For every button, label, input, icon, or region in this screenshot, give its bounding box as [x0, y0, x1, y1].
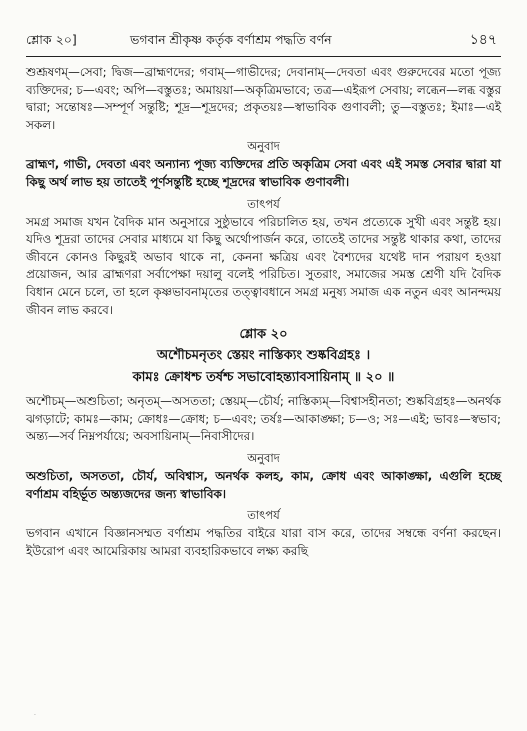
translation-heading-20: অনুবাদ [247, 450, 280, 465]
page-mark: · [34, 712, 36, 719]
purport-heading-19: তাৎপর্য [247, 196, 280, 211]
purport-heading-20: তাৎপর্য [247, 508, 280, 523]
header-verse-ref: শ্লোক ২০] [26, 32, 77, 47]
translation-heading-19: অনুবাদ [247, 139, 280, 154]
header-title: ভগবান শ্রীকৃষ্ণ কর্তৃক বর্ণাশ্রম পদ্ধতি বর্ণন [130, 32, 332, 47]
verse-line-1: অশৌচমনৃতং স্তেয়ং নাস্তিক্যং শুষ্কবিগ্রহঃ । [156, 348, 371, 364]
word-synonyms-19: শুশ্রূষণম্—সেবা; দ্বিজ—ব্রাহ্মণদের; গবাম্—গাভীদের; দেবানাম্—দেবতা এবং গুরুদেবের মতো পূজ্য ব্যক্তিদের; চ—এবং; অপি—বস্তুতঃ; অমায়য়া—অকৃত্রিমভাবে; তত্র—এইরূপ সেবায়; লব্ধেন—লব্ধ বস্তুর দ্বারা; সন্তোষঃ—সম্পূর্ণ সন্তুষ্টি; শূদ্র—শূদ্রদের; প্রকৃতয়ঃ—স্বাভাবিক গুণাবলী; তু—বস্তুতঃ; ইমাঃ—এই সকল। [26, 65, 501, 132]
purport-20: ভগবান এখানে বিজ্ঞানসম্মত বর্ণাশ্রম পদ্ধতির বাইরে যারা বাস করে, তাদের সম্বন্ধে বর্ণনা করছেন। ইউরোপ এবং আমেরিকায় আমরা ব্যবহারিকভাবে লক্ষ্য করছি [26, 526, 501, 558]
word-synonyms-20: অশৌচম্—অশুচিতা; অনৃতম্—অসততা; স্তেয়ম্—চৌর্য; নাস্তিক্যম্—বিশ্বাসহীনতা; শুষ্কবিগ্রহঃ—অনর্থক ঝগড়াটে; কামঃ—কাম; ক্রোধঃ—ক্রোধ; চ—এবং; তর্ষঃ—আকাঙ্ক্ষা; চ—ও; সঃ—এই; ভাবঃ—স্বভাব; অন্ত্য—সর্ব নিম্নপর্যায়ে; অবসায়িনাম্—নিবাসীদের। [26, 394, 501, 444]
running-header [26, 30, 501, 54]
translation-19: ব্রাহ্মণ, গাভী, দেবতা এবং অন্যান্য পূজ্য ব্যক্তিদের প্রতি অকৃত্রিম সেবা এবং এই সমস্ত সেবার দ্বারা যা কিছু অর্থ লাভ হয় তাতেই পূর্ণসন্তুষ্টি হচ্ছে শূদ্রদের স্বাভাবিক গুণাবলী। [26, 157, 501, 189]
translation-20: অশুচিতা, অসততা, চৌর্য, অবিশ্বাস, অনর্থক কলহ, কাম, ক্রোধ এবং আকাঙ্ক্ষা, এগুলি হচ্ছে বর্ণাশ্রম বহির্ভূত অন্ত্যজদের জন্য স্বাভাবিক। [26, 468, 501, 501]
verse-line-2: কামঃ ক্রোধশ্চ তর্ষশ্চ সভাবোহন্ত্যাবসায়িনাম্ ॥ ২০ ॥ [132, 370, 395, 386]
page-body [26, 64, 501, 560]
header-divider [26, 56, 501, 57]
verse-number-20: শ্লোক ২০ [239, 327, 288, 343]
page-number: ১৪৭ [469, 32, 497, 48]
purport-19: সমগ্র সমাজ যখন বৈদিক মান অনুসারে সুষ্ঠুভাবে পরিচালিত হয়, তখন প্রত্যেকে সুখী এবং সন্তুষ্ট হয়। যদিও শূদ্ররা তাদের সেবার মাধ্যমে যা কিছু অর্থোপার্জন করে, তাতেই তাদের সন্তুষ্ট থাকার কথা, তাদের জীবনে কোনও কিছুরই অভাব থাকে না, কেননা ক্ষত্রিয় এবং বৈশ্যদের যথেষ্ট দান পরায়ণ হওয়া প্রয়োজন, আর ব্রাহ্মণরা সর্বাপেক্ষা দয়ালু বলেই পরিচিত। সুতরাং, সমাজের সমস্ত শ্রেণী যদি বৈদিক বিধান মেনে চলে, তা হলে কৃষ্ণভাবনামৃতের তত্ত্বাবধানে সমগ্র মনুষ্য সমাজ এক নতুন এবং আনন্দময় জীবন লাভ করবে। [26, 214, 501, 317]
